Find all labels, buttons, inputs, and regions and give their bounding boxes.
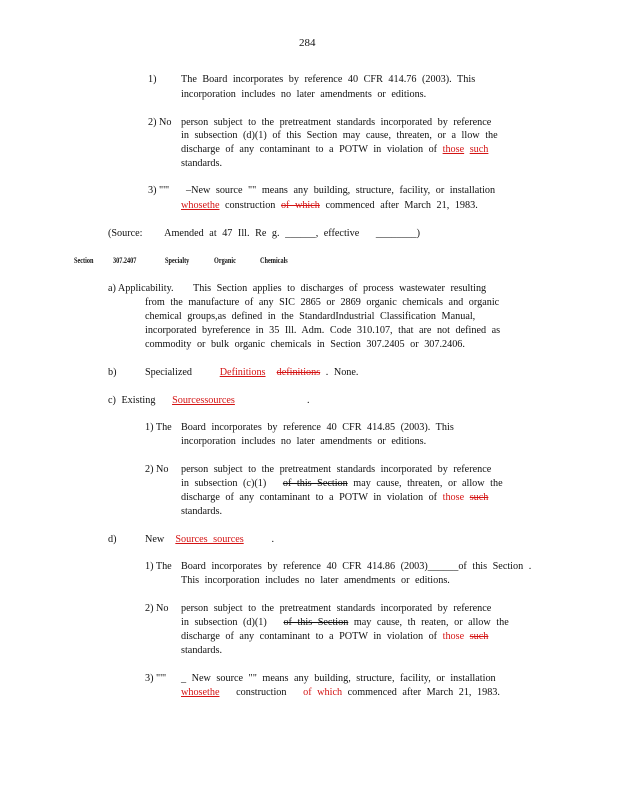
c-item-2-line-4: standards. — [181, 506, 223, 517]
item-1-label: 1) — [148, 74, 157, 85]
section-word-2: Organic — [214, 256, 236, 265]
source-text: Amended at 47 Ill. Re g. — [164, 228, 280, 239]
c-item-2-line-1: person subject to the pretreatment standards incorporated by reference — [181, 464, 492, 475]
inserted-text: Definitions — [219, 367, 266, 378]
d-item-3-line-2 — [181, 686, 500, 699]
item-2-line-4: standards. — [181, 158, 223, 169]
c-item-1-line-2: incorporation includes no later amendments or editions. — [181, 436, 427, 447]
subsection-c-label: c) Existing — [108, 395, 156, 406]
source-label: (Source: — [108, 228, 143, 239]
section-label: Section — [74, 256, 94, 265]
subsection-c-end: . — [306, 395, 310, 406]
d-item-1-label: 1) The — [145, 561, 172, 572]
d-item-2-line-4: standards. — [181, 645, 223, 656]
inserted-text: whosethe — [181, 687, 220, 698]
item-3-line-2 — [181, 199, 478, 212]
inserted-text: whosethe — [181, 200, 220, 211]
deleted-text: of this Section — [282, 478, 348, 489]
subsection-b-end: . None. — [325, 367, 359, 378]
inserted-text: Sources sources — [175, 534, 244, 545]
item-2-line-2: in subsection (d)(1) of this Section may cause, threaten, or a llow the — [181, 130, 498, 141]
item-3-mid: construction — [225, 200, 276, 211]
d-item-2-line-2a: in subsection (d)(1) — [181, 617, 267, 628]
source-note: (Source: Amended at 47 Ill. Re g. ______, effective ________) — [108, 228, 421, 239]
item-2-line-1: person subject to the pretreatment standards incorporated by reference — [181, 117, 492, 128]
subsection-a-line-5: commodity or bulk organic chemicals in Section 307.2405 or 307.2406. — [145, 339, 465, 350]
subsection-a-line-3: chemical groups,as defined in the StandardIndustrial Classification Manual, — [145, 311, 476, 322]
d-item-1-blank: ______ — [427, 561, 459, 572]
d-item-3-label: 3) "'" — [145, 673, 167, 684]
c-item-2-line-2b: may cause, threaten, or allow the — [353, 478, 503, 489]
inserted-text: of which — [303, 687, 343, 698]
item-2-line-3-text: discharge of any contaminant to a POTW in violation of — [181, 144, 438, 155]
subsection-d-label: d) — [108, 534, 117, 545]
subsection-d-end: . — [271, 534, 274, 545]
d-item-2-line-1: person subject to the pretreatment standards incorporated by reference — [181, 603, 492, 614]
d-item-1-line-2: This incorporation includes no later amendments or editions. — [181, 575, 450, 586]
d-item-2-line-3a: discharge of any contaminant to a POTW in violation of — [181, 631, 438, 642]
subsection-b-label: b) — [108, 367, 117, 378]
c-item-1-line-1: Board incorporates by reference 40 CFR 414.85 (2003). This — [181, 422, 454, 433]
c-item-2-label: 2) No — [145, 464, 169, 475]
page-number: 284 — [299, 37, 316, 49]
inserted-text: Sourcessources — [172, 395, 235, 406]
source-effective: effective — [323, 228, 360, 239]
c-item-2-line-2a: in subsection (c)(1) — [181, 478, 267, 489]
subsection-b-line — [145, 366, 358, 379]
section-number: 307.2407 — [113, 256, 137, 265]
d-item-2-line-2 — [181, 616, 509, 629]
d-item-2-line-2b: may cause, th reaten, or allow the — [353, 617, 509, 628]
c-item-1-label: 1) The — [145, 422, 172, 433]
section-word-3: Chemicals — [260, 256, 288, 265]
subsection-a-line-1: This Section applies to discharges of process wastewater resulting — [193, 283, 487, 294]
inserted-text: those — [442, 631, 465, 642]
d-item-3-mid: construction — [236, 687, 287, 698]
source-blank-2: ________) — [375, 228, 421, 239]
subsection-a-line-4: incorporated byreference in 35 Ill. Adm. Code 310.107, that are not defined as — [145, 325, 501, 336]
subsection-a-line-2: from the manufacture of any SIC 2865 or 2869 organic chemicals and organic — [145, 297, 500, 308]
d-item-3-line-1: _ New source "" means any building, structure, facility, or installation — [181, 673, 496, 684]
item-3-line-1: –New source "" means any building, structure, facility, or installation — [186, 185, 496, 196]
item-3-end: commenced after March 21, 1983. — [325, 200, 478, 211]
deleted-text: such — [469, 492, 489, 503]
item-2-line-3 — [181, 143, 488, 156]
c-item-2-line-2 — [181, 477, 503, 490]
inserted-text: such — [469, 144, 489, 155]
deleted-text: of which — [280, 200, 320, 211]
source-blank-1: ______ — [285, 228, 316, 239]
deleted-text: of this Section — [283, 617, 349, 628]
c-item-2-line-3 — [181, 491, 488, 504]
item-2-label: 2) No — [148, 117, 172, 128]
d-item-1-line-1 — [181, 560, 531, 573]
deleted-text: definitions — [276, 367, 321, 378]
d-item-1-line-1b: of this Section . — [458, 561, 532, 572]
c-item-2-line-3a: discharge of any contaminant to a POTW in violation of — [181, 492, 438, 503]
d-item-3-end: commenced after March 21, 1983. — [347, 687, 500, 698]
subsection-d-line — [145, 533, 274, 546]
d-item-2-label: 2) No — [145, 603, 169, 614]
inserted-text: those — [442, 492, 465, 503]
subsection-c-line — [108, 394, 310, 407]
d-item-2-line-3 — [181, 630, 488, 643]
item-1-line-1: The Board incorporates by reference 40 CFR 414.76 (2003). This — [181, 74, 476, 85]
item-1-line-2: incorporation includes no later amendments or editions. — [181, 89, 427, 100]
subsection-a-label: a) Applicability. — [108, 283, 174, 294]
item-3-label: 3) "'" — [148, 185, 170, 196]
subsection-b-text: Specialized — [145, 367, 192, 378]
deleted-text: such — [469, 631, 489, 642]
subsection-d-text: New — [145, 534, 165, 545]
d-item-1-line-1a: Board incorporates by reference 40 CFR 414.86 (2003) — [181, 561, 428, 572]
section-word-1: Specialty — [165, 256, 190, 265]
inserted-text: those — [442, 144, 465, 155]
